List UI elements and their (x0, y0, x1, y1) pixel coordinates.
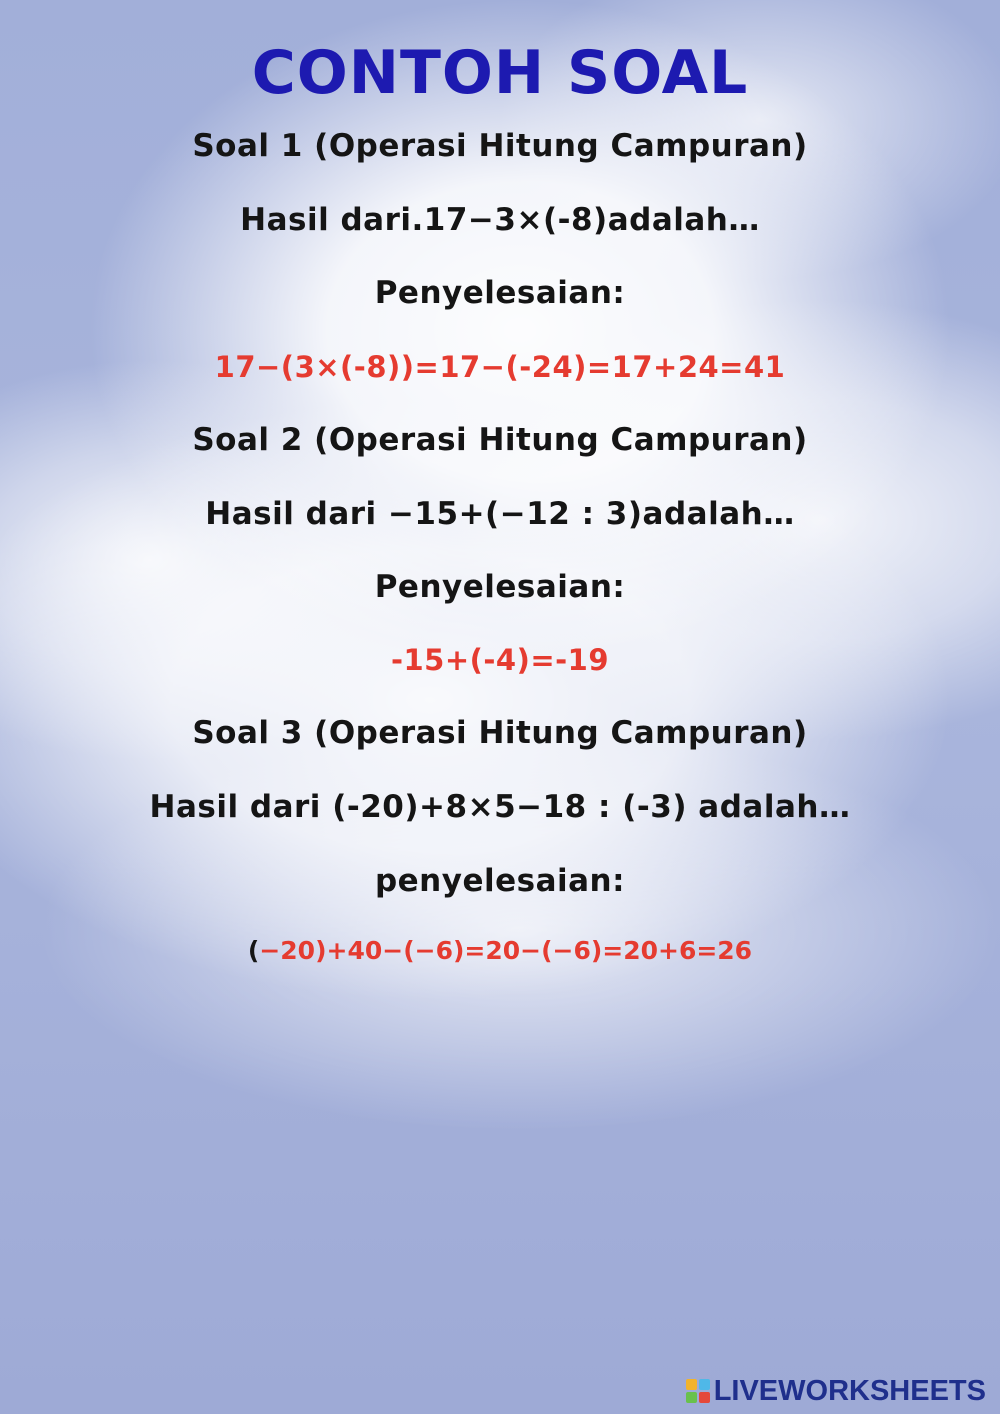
problem-3-answer (0, 936, 1000, 965)
brand-text: LIVEWORKSHEETS (713, 1374, 986, 1407)
problem-1-answer: 17−(3×(-8))=17−(-24)=17+24=41 (214, 350, 786, 384)
problem-3-heading: Soal 3 (Operasi Hitung Campuran) (192, 715, 808, 751)
problem-2-question: Hasil dari −15+(−12 : 3)adalah… (205, 496, 795, 532)
problem-3-question: Hasil dari (-20)+8×5−18 : (-3) adalah… (149, 789, 851, 825)
problem-1-solution-label: Penyelesaian: (374, 275, 626, 311)
problem-1-question: Hasil dari.17−3×(-8)adalah… (240, 202, 760, 238)
problem-2-heading: Soal 2 (Operasi Hitung Campuran) (192, 422, 808, 458)
problem-3-solution-label: penyelesaian: (374, 863, 626, 899)
problem-2-solution-label: Penyelesaian: (374, 569, 626, 605)
page-title: CONTOH SOAL (251, 38, 749, 108)
problem-3-answer-prefix: ( (247, 936, 260, 965)
problem-3-answer-text: −20)+40−(−6)=20−(−6)=20+6=26 (259, 936, 753, 965)
liveworksheets-brand[interactable] (686, 1376, 986, 1406)
liveworksheets-logo-icon (686, 1379, 710, 1403)
problem-2-answer: -15+(-4)=-19 (390, 643, 610, 677)
problem-1-heading: Soal 1 (Operasi Hitung Campuran) (192, 128, 808, 164)
